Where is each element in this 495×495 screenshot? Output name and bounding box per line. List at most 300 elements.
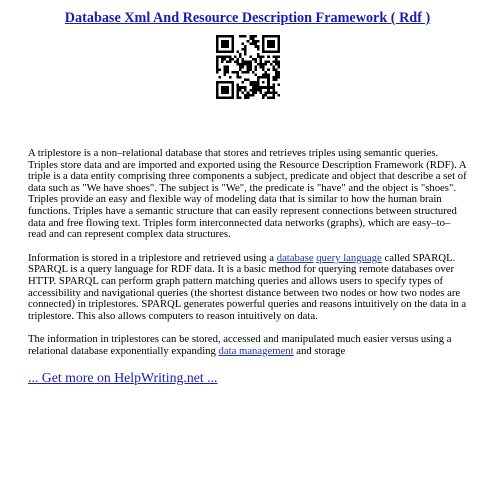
qr-module (239, 35, 242, 38)
qr-module (274, 76, 277, 79)
qr-module (223, 58, 226, 61)
qr-module (244, 71, 247, 74)
qr-module (239, 68, 242, 71)
qr-module (228, 50, 231, 53)
qr-module (259, 66, 262, 69)
qr-module (251, 94, 254, 97)
qr-module (269, 45, 272, 48)
qr-module (218, 50, 221, 53)
qr-module (262, 35, 265, 38)
qr-module (249, 63, 252, 66)
qr-module (251, 84, 254, 87)
qr-module (256, 84, 259, 87)
qr-module (277, 76, 280, 79)
qr-module (249, 68, 252, 71)
qr-module (249, 35, 252, 38)
qr-module (221, 40, 224, 43)
qr-module (239, 89, 242, 92)
qr-module (226, 81, 229, 84)
qr-module (272, 50, 275, 53)
qr-module (236, 58, 239, 61)
qr-module (274, 50, 277, 53)
qr-module (262, 55, 265, 58)
qr-module (216, 96, 219, 99)
qr-module (246, 40, 249, 43)
qr-module (254, 43, 257, 46)
qr-module (216, 38, 219, 41)
qr-module (223, 40, 226, 43)
qr-module (231, 45, 234, 48)
qr-module (231, 40, 234, 43)
qr-module (267, 55, 270, 58)
qr-module (256, 79, 259, 82)
qr-module (262, 66, 265, 69)
qr-module (218, 35, 221, 38)
qr-module (274, 73, 277, 76)
qr-module (231, 48, 234, 51)
qr-module (269, 50, 272, 53)
qr-module (221, 81, 224, 84)
qr-module (254, 89, 257, 92)
qr-module (254, 40, 257, 43)
qr-module (267, 68, 270, 71)
qr-module (228, 55, 231, 58)
qr-module (226, 91, 229, 94)
qr-module (221, 55, 224, 58)
qr-module (228, 35, 231, 38)
qr-module (274, 63, 277, 66)
qr-module (272, 40, 275, 43)
qr-module (272, 45, 275, 48)
qr-module (269, 91, 272, 94)
qr-module (226, 89, 229, 92)
qr-module (277, 45, 280, 48)
qr-module (231, 89, 234, 92)
title-link[interactable]: Database Xml And Resource Description Framework ( Rdf ) (64, 10, 431, 26)
qr-module (264, 50, 267, 53)
qr-module (254, 68, 257, 71)
qr-module (277, 61, 280, 64)
qr-module (241, 91, 244, 94)
qr-module (274, 79, 277, 82)
qr-module (259, 55, 262, 58)
qr-module (226, 68, 229, 71)
qr-module (277, 84, 280, 87)
qr-module (226, 71, 229, 74)
qr-module (216, 89, 219, 92)
qr-module (277, 63, 280, 66)
qr-module (277, 71, 280, 74)
qr-module (267, 43, 270, 46)
qr-module (236, 76, 239, 79)
qr-module (249, 38, 252, 41)
qr-module (223, 68, 226, 71)
qr-module (277, 35, 280, 38)
qr-module (277, 48, 280, 51)
qr-module (216, 86, 219, 89)
qr-module (272, 43, 275, 46)
qr-module (246, 91, 249, 94)
qr-module (251, 38, 254, 41)
qr-module (233, 61, 236, 64)
qr-module (246, 79, 249, 82)
qr-module (267, 86, 270, 89)
qr-module (262, 86, 265, 89)
qr-module (241, 48, 244, 51)
qr-module (218, 96, 221, 99)
qr-module (264, 71, 267, 74)
qr-module (269, 86, 272, 89)
qr-module (241, 63, 244, 66)
qr-module (254, 84, 257, 87)
qr-module (239, 66, 242, 69)
paragraph-2-text-b: called SPARQL. SPARQL is a query language for RDF data. It is a basic method for querying remote databases over HTTP. SPARQL can perform graph pattern matching queries and allows users to specify types of accessibility and navigational queries (the shortest distance between two nodes or how two nodes are connected) in triplestores. SPARQL generates powerful queries and reasons intuitively on the data in a triplestore. This also allows computers to reason intuitively on data. (28, 251, 467, 322)
qr-module (221, 96, 224, 99)
qr-module (274, 68, 277, 71)
qr-module (249, 43, 252, 46)
qr-module (223, 96, 226, 99)
qr-module (262, 96, 265, 99)
qr-module (223, 73, 226, 76)
qr-module (277, 55, 280, 58)
qr-module (254, 45, 257, 48)
qr-module (231, 86, 234, 89)
qr-module (244, 63, 247, 66)
qr-module (226, 40, 229, 43)
qr-module (264, 61, 267, 64)
qr-module (241, 35, 244, 38)
qr-module (272, 91, 275, 94)
qr-module (221, 35, 224, 38)
qr-module (256, 76, 259, 79)
qr-module (272, 66, 275, 69)
qr-module (272, 86, 275, 89)
qr-module (216, 66, 219, 69)
qr-module (233, 55, 236, 58)
qr-module (277, 66, 280, 69)
qr-module (256, 55, 259, 58)
qr-module (267, 45, 270, 48)
qr-module (216, 94, 219, 97)
qr-module (233, 71, 236, 74)
qr-module (239, 96, 242, 99)
qr-module (264, 94, 267, 97)
paragraph-2-text-a: Information is stored in a triplestore and retrieved using a (28, 251, 277, 264)
qr-module (272, 35, 275, 38)
qr-module (246, 71, 249, 74)
qr-module (216, 48, 219, 51)
qr-module (216, 58, 219, 61)
qr-module (264, 73, 267, 76)
qr-module (251, 40, 254, 43)
qr-module (254, 73, 257, 76)
qr-module (236, 50, 239, 53)
paragraph-3-text-b: and storage (293, 344, 346, 357)
qr-module (223, 66, 226, 69)
qr-module (223, 55, 226, 58)
qr-module (241, 71, 244, 74)
qr-module (277, 50, 280, 53)
qr-module (254, 61, 257, 64)
qr-container (28, 35, 467, 99)
qr-module (259, 91, 262, 94)
qr-module (277, 43, 280, 46)
qr-module (256, 40, 259, 43)
qr-module (236, 73, 239, 76)
qr-module (216, 45, 219, 48)
qr-module (221, 58, 224, 61)
page-title (28, 9, 467, 27)
qr-module (269, 40, 272, 43)
database-link[interactable]: database (276, 251, 314, 264)
qr-module (264, 86, 267, 89)
qr-module (249, 55, 252, 58)
qr-module (216, 50, 219, 53)
qr-module (241, 61, 244, 64)
qr-module (267, 96, 270, 99)
qr-module (231, 81, 234, 84)
qr-module (228, 96, 231, 99)
qr-module (269, 43, 272, 46)
qr-module (262, 73, 265, 76)
qr-module (244, 79, 247, 82)
qr-module (244, 48, 247, 51)
paragraph-2 (28, 253, 467, 323)
qr-module (236, 91, 239, 94)
qr-module (231, 38, 234, 41)
qr-module (244, 50, 247, 53)
qr-module (223, 89, 226, 92)
qr-module (221, 86, 224, 89)
qr-module (246, 94, 249, 97)
qr-module (277, 94, 280, 97)
qr-module (239, 53, 242, 56)
qr-module (267, 73, 270, 76)
qr-module (236, 84, 239, 87)
document-body (28, 148, 467, 386)
qr-module (251, 35, 254, 38)
paragraph-3-text-a: The information in triplestores can be stored, accessed and manipulated much easier versus using a relational database exponentially expanding (28, 333, 452, 357)
qr-module (269, 63, 272, 66)
qr-module (228, 58, 231, 61)
qr-module (267, 91, 270, 94)
qr-module (236, 94, 239, 97)
qr-module (272, 84, 275, 87)
qr-module (218, 76, 221, 79)
qr-module (223, 91, 226, 94)
qr-module (216, 35, 219, 38)
qr-code-icon (216, 35, 280, 99)
qr-module (223, 45, 226, 48)
qr-module (244, 45, 247, 48)
qr-module (264, 91, 267, 94)
qr-module (223, 86, 226, 89)
qr-module (262, 48, 265, 51)
qr-module (231, 94, 234, 97)
qr-module (251, 81, 254, 84)
qr-module (226, 86, 229, 89)
qr-module (259, 61, 262, 64)
qr-module (231, 96, 234, 99)
qr-module (218, 68, 221, 71)
qr-module (223, 81, 226, 84)
qr-module (223, 43, 226, 46)
qr-module (223, 71, 226, 74)
qr-module (236, 89, 239, 92)
qr-module (259, 58, 262, 61)
qr-module (251, 89, 254, 92)
qr-module (256, 89, 259, 92)
qr-module (256, 48, 259, 51)
qr-module (256, 45, 259, 48)
qr-module (262, 76, 265, 79)
qr-module (241, 43, 244, 46)
qr-module (272, 94, 275, 97)
qr-module (251, 86, 254, 89)
qr-module (272, 76, 275, 79)
qr-module (262, 50, 265, 53)
qr-module (226, 50, 229, 53)
qr-module (244, 35, 247, 38)
qr-module (223, 50, 226, 53)
qr-module (249, 94, 252, 97)
qr-module (241, 58, 244, 61)
qr-module (231, 43, 234, 46)
paragraph-1: A triplestore is a non–relational database that stores and retrieves triples using semantic queries. Triples store data and are imported and exported using the Resource Description Framework (RDF). A triple is a data entity comprising three components a subject, predicate and object that describe a set of data such as "We have shoes". The subject is "We", the predicate is "have" and the object is "shoes". Triples provide an easy and flexible way of modeling data that is similar to how the human brain functions. Triples have a semantic structure that can easily represent connections between structured data and free flowing text. Triples form interconnected data networks (graphs), which are easy–to–read and can represent complex data structures. (28, 147, 467, 241)
qr-module (246, 66, 249, 69)
qr-module (216, 84, 219, 87)
qr-module (216, 40, 219, 43)
qr-module (226, 96, 229, 99)
qr-module (221, 91, 224, 94)
qr-module (226, 43, 229, 46)
qr-module (256, 81, 259, 84)
qr-module (226, 35, 229, 38)
qr-module (254, 58, 257, 61)
qr-module (269, 35, 272, 38)
qr-module (228, 76, 231, 79)
qr-module (264, 76, 267, 79)
qr-module (269, 96, 272, 99)
qr-module (216, 71, 219, 74)
qr-module (251, 71, 254, 74)
qr-module (226, 45, 229, 48)
qr-module (216, 81, 219, 84)
qr-module (239, 86, 242, 89)
qr-module (221, 43, 224, 46)
more-link-container (28, 370, 467, 386)
qr-module (249, 61, 252, 64)
qr-module (274, 55, 277, 58)
qr-module (226, 55, 229, 58)
qr-module (267, 50, 270, 53)
qr-module (274, 91, 277, 94)
qr-module (267, 40, 270, 43)
qr-module (254, 86, 257, 89)
qr-module (221, 61, 224, 64)
qr-module (254, 35, 257, 38)
qr-module (259, 63, 262, 66)
qr-module (259, 86, 262, 89)
qr-module (272, 79, 275, 82)
qr-module (277, 40, 280, 43)
qr-module (244, 61, 247, 64)
qr-module (262, 43, 265, 46)
qr-module (239, 63, 242, 66)
qr-module (216, 61, 219, 64)
qr-module (239, 55, 242, 58)
qr-module (239, 76, 242, 79)
qr-module (236, 71, 239, 74)
qr-module (267, 61, 270, 64)
qr-module (274, 61, 277, 64)
qr-module (262, 81, 265, 84)
qr-module (223, 35, 226, 38)
qr-module (241, 81, 244, 84)
qr-module (259, 76, 262, 79)
qr-module (272, 55, 275, 58)
qr-module (277, 38, 280, 41)
qr-module (228, 81, 231, 84)
paragraph-3 (28, 334, 467, 357)
qr-module (256, 53, 259, 56)
qr-module (241, 86, 244, 89)
qr-module (254, 66, 257, 69)
qr-module (241, 66, 244, 69)
data-management-link[interactable]: data management (218, 344, 294, 357)
qr-module (262, 38, 265, 41)
qr-module (246, 96, 249, 99)
get-more-link[interactable]: ... Get more on HelpWriting.net ... (28, 369, 218, 385)
qr-module (236, 96, 239, 99)
qr-module (274, 58, 277, 61)
qr-module (274, 71, 277, 74)
qr-module (267, 76, 270, 79)
qr-module (249, 84, 252, 87)
qr-module (231, 58, 234, 61)
qr-module (231, 71, 234, 74)
qr-module (256, 86, 259, 89)
qr-module (262, 63, 265, 66)
qr-module (264, 35, 267, 38)
qr-module (267, 81, 270, 84)
qr-module (251, 43, 254, 46)
qr-module (226, 66, 229, 69)
qr-module (231, 91, 234, 94)
qr-module (256, 63, 259, 66)
qr-module (231, 50, 234, 53)
qr-module (267, 35, 270, 38)
qr-module (221, 45, 224, 48)
qr-module (272, 96, 275, 99)
qr-module (231, 84, 234, 87)
qr-module (262, 68, 265, 71)
qr-module (264, 63, 267, 66)
qr-module (226, 61, 229, 64)
qr-module (262, 40, 265, 43)
query-language-link[interactable]: query language (316, 251, 382, 264)
qr-module (272, 61, 275, 64)
qr-module (236, 63, 239, 66)
qr-module (251, 58, 254, 61)
qr-module (244, 94, 247, 97)
qr-module (244, 96, 247, 99)
qr-module (262, 94, 265, 97)
qr-module (274, 35, 277, 38)
qr-module (249, 81, 252, 84)
qr-module (267, 84, 270, 87)
qr-module (246, 61, 249, 64)
